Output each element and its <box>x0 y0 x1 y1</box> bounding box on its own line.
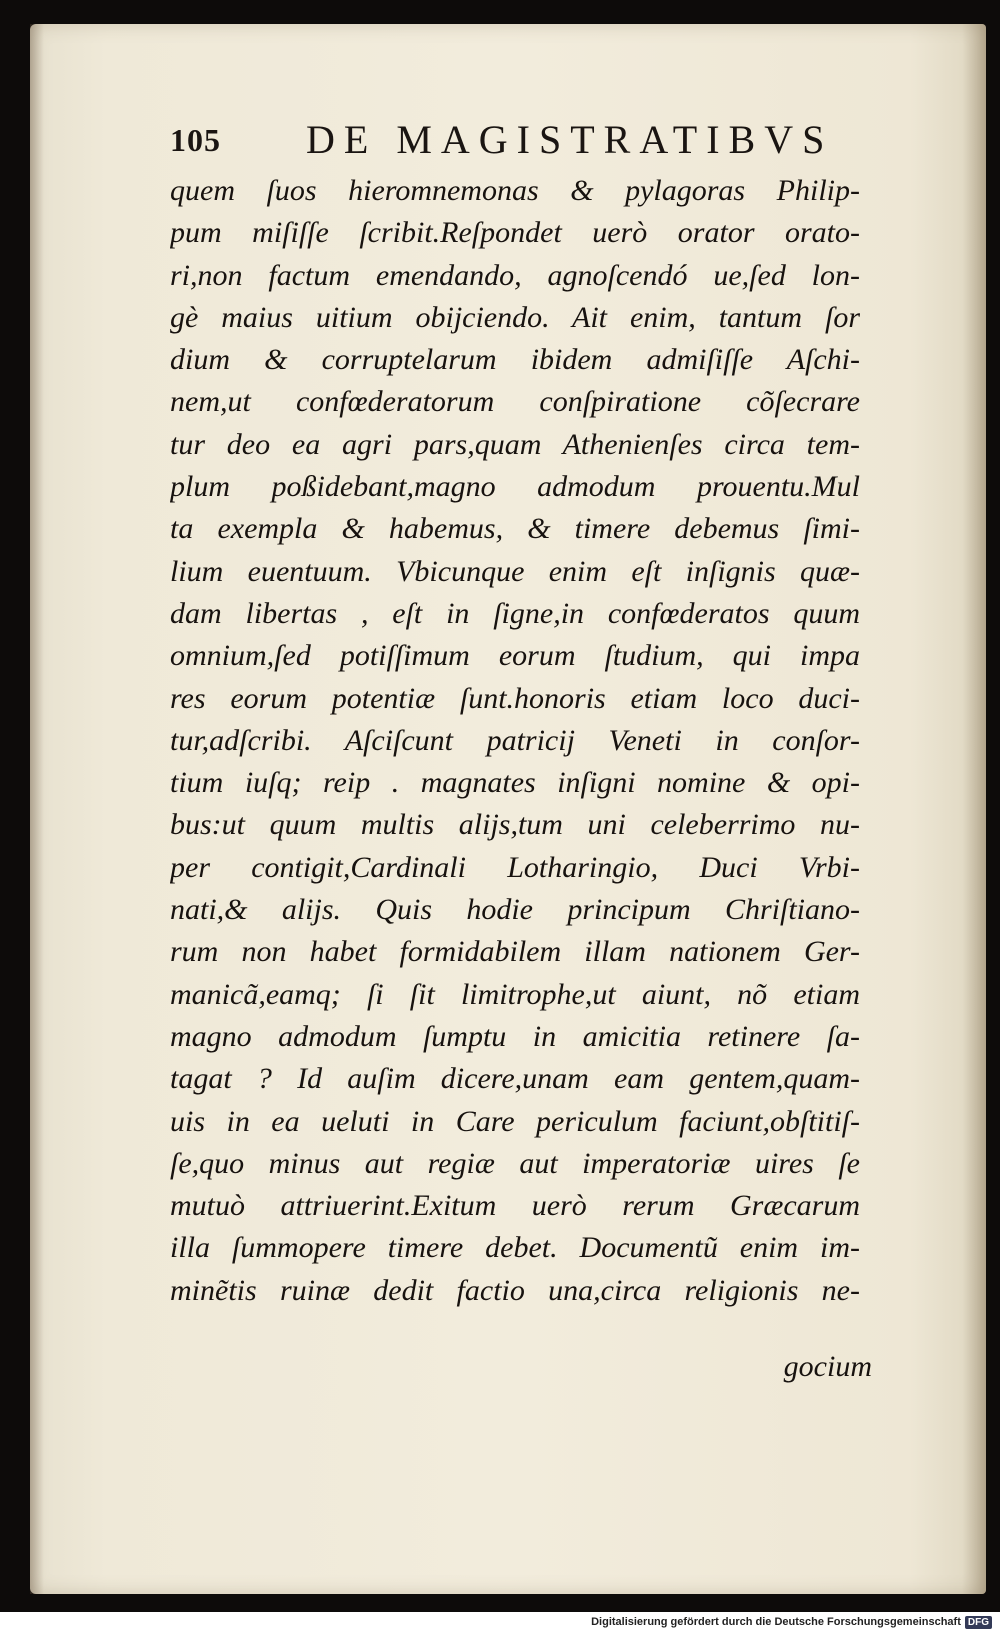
running-head <box>170 108 850 168</box>
text-line: per contigit,Cardinali Lotharingio, Duci Vrbi- <box>170 850 860 884</box>
text-line: gè maius uitium obijciendo. Ait enim, tantum ſor <box>170 300 860 334</box>
catchword: gocium <box>783 1350 872 1383</box>
text-line: omnium,ſed potiſſimum eorum ſtudium, qui impa <box>170 639 860 673</box>
text-line: rum non habet formidabilem illam nationem Ger- <box>170 935 860 969</box>
text-line: tur deo ea agri pars,quam Athenienſes circa tem- <box>170 427 860 461</box>
text-line: tium iuſq; reip . magnates inſigni nomine & opi- <box>170 766 860 800</box>
text-line: minẽtis ruinæ dedit factio una,circa religionis ne- <box>170 1273 860 1307</box>
text-line: plum poßidebant,magno admodum prouentu.Mul <box>170 470 860 504</box>
text-line: pum miſiſſe ſcribit.Reſpondet uerò orator orato- <box>170 216 860 250</box>
page-number: 105 <box>170 122 221 158</box>
text-line: manicã,eamq; ſi ſit limitrophe,ut aiunt, nõ etiam <box>170 977 860 1011</box>
page-edge-shadow <box>962 24 986 1594</box>
dfg-logo-icon: DFG <box>965 1616 992 1629</box>
text-line: lium euentuum. Vbicunque enim eſt inſignis quæ- <box>170 554 860 588</box>
text-line: dium & corruptelarum ibidem admiſiſſe Aſchi- <box>170 343 860 377</box>
text-line: quem ſuos hieromnemonas & pylagoras Philip- <box>170 174 860 207</box>
text-line: ri,non factum emendando, agnoſcendó ue,ſed lon- <box>170 258 860 292</box>
footer-credit: Digitalisierung gefördert durch die Deutsche Forschungsgemeinschaft <box>591 1616 961 1628</box>
running-title: DE MAGISTRATIBVS <box>306 117 834 162</box>
text-line: nati,& alijs. Quis hodie principum Chriſtiano- <box>170 893 860 927</box>
text-line: bus:ut quum multis alijs,tum uni celeberrimo nu- <box>170 808 860 842</box>
text-line: mutuò attriuerint.Exitum uerò rerum Græcarum <box>170 1189 860 1223</box>
text-line: res eorum potentiæ ſunt.honoris etiam loco duci- <box>170 681 860 715</box>
text-line: ta exempla & habemus, & timere debemus ſimi- <box>170 512 860 546</box>
text-line: magno admodum ſumptu in amicitia retinere ſa- <box>170 1019 860 1053</box>
text-line: illa ſummopere timere debet. Documentũ enim im- <box>170 1231 860 1265</box>
text-line: uis in ea ueluti in Care periculum faciunt,obſtitiſ- <box>170 1104 860 1138</box>
text-line: nem,ut confœderatorum conſpiratione cõſecrare <box>170 385 860 419</box>
text-line: dam libertas , eſt in ſigne,in confœderatos quum <box>170 596 860 630</box>
text-line: ſe,quo minus aut regiæ aut imperatoriæ uires ſe <box>170 1146 860 1180</box>
digitization-footer <box>0 1612 1000 1632</box>
body-text <box>170 170 860 1312</box>
page-gutter-shadow <box>30 24 44 1594</box>
text-line: tur,adſcribi. Aſciſcunt patricij Veneti in conſor- <box>170 723 860 757</box>
text-line: tagat ? Id auſim dicere,unam eam gentem,quam- <box>170 1062 860 1096</box>
